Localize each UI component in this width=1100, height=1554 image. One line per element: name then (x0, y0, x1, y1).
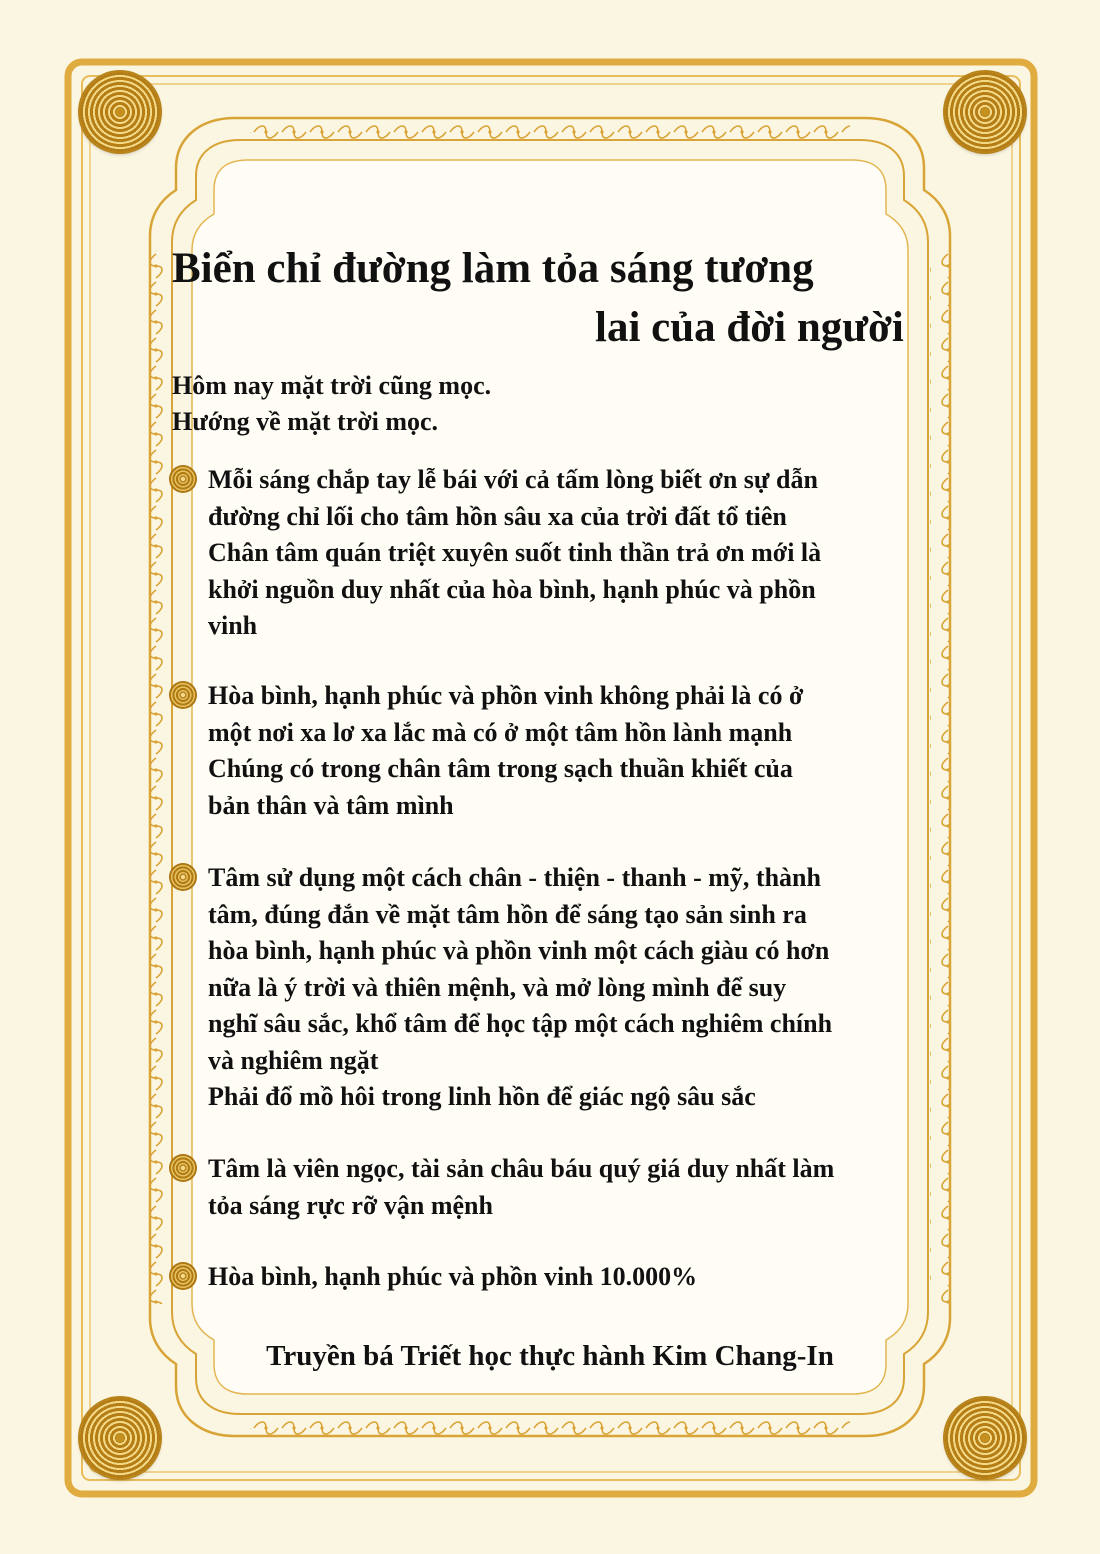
bullet-text (208, 1259, 697, 1296)
bullet-line: một nơi xa lơ xa lắc mà có ở một tâm hồn lành mạnh (208, 717, 793, 747)
bullet-line: bản thân và tâm mình (208, 790, 454, 820)
gold-disc-bullet-icon (170, 466, 196, 492)
bullet-line: hòa bình, hạnh phúc và phồn vinh một cách giàu có hơn (208, 936, 830, 965)
bullet-line: Hòa bình, hạnh phúc và phồn vinh không phải là có ở (208, 681, 804, 710)
bullet-text (208, 462, 821, 645)
footer-attribution: Truyền bá Triết học thực hành Kim Chang-In (266, 1340, 834, 1372)
intro-line: Hôm nay mặt trời cũng mọc. (172, 371, 492, 400)
bullet-text (208, 1151, 834, 1224)
bullet-text (208, 678, 803, 824)
bullet-line: Mỗi sáng chắp tay lễ bái với cả tấm lòng biết ơn sự dẫn (208, 465, 818, 494)
gold-disc-bullet-icon (170, 682, 196, 708)
bullet-line: Phải đổ mồ hôi trong linh hồn để giác ngộ sâu sắc (208, 1082, 756, 1111)
gold-disc-bullet-icon (170, 1263, 196, 1289)
bullet-line: và nghiêm ngặt (208, 1045, 379, 1075)
title-line-2: lai của đời người (595, 304, 904, 351)
bullet-text (208, 860, 832, 1116)
intro-line: Hướng về mặt trời mọc. (172, 407, 439, 436)
gold-disc-bullet-icon (170, 864, 196, 890)
bullet-item (170, 860, 930, 1116)
bullet-item (170, 1259, 930, 1296)
bullet-line: Hòa bình, hạnh phúc và phồn vinh 10.000% (208, 1262, 698, 1291)
gold-disc-bullet-icon (170, 1155, 196, 1181)
intro (172, 368, 491, 440)
bullet-item (170, 462, 930, 645)
bullet-line: nữa là ý trời và thiên mệnh, và mở lòng mình để suy (208, 972, 787, 1002)
bullet-line: Chân tâm quán triệt xuyên suốt tinh thần trả ơn mới là (208, 538, 822, 567)
title-line-1: Biển chỉ đường làm tỏa sáng tương (172, 245, 814, 292)
bullet-line: Tâm là viên ngọc, tài sản châu báu quý giá duy nhất làm (208, 1154, 835, 1183)
bullet-line: Tâm sử dụng một cách chân - thiện - thanh - mỹ, thành (208, 863, 821, 892)
bullet-line: vinh (208, 611, 258, 640)
bullet-line: khởi nguồn duy nhất của hòa bình, hạnh phúc và phồn (208, 574, 816, 604)
bullet-item (170, 678, 930, 824)
bullet-line: đường chỉ lối cho tâm hồn sâu xa của trời đất tổ tiên (208, 501, 787, 531)
bullet-line: tâm, đúng đắn về mặt tâm hồn để sáng tạo sản sinh ra (208, 899, 807, 929)
bullet-line: tỏa sáng rực rỡ vận mệnh (208, 1190, 493, 1220)
bullet-line: Chúng có trong chân tâm trong sạch thuần khiết của (208, 754, 793, 783)
bullet-item (170, 1151, 930, 1224)
bullet-line: nghĩ sâu sắc, khổ tâm để học tập một cách nghiêm chính (208, 1009, 833, 1038)
